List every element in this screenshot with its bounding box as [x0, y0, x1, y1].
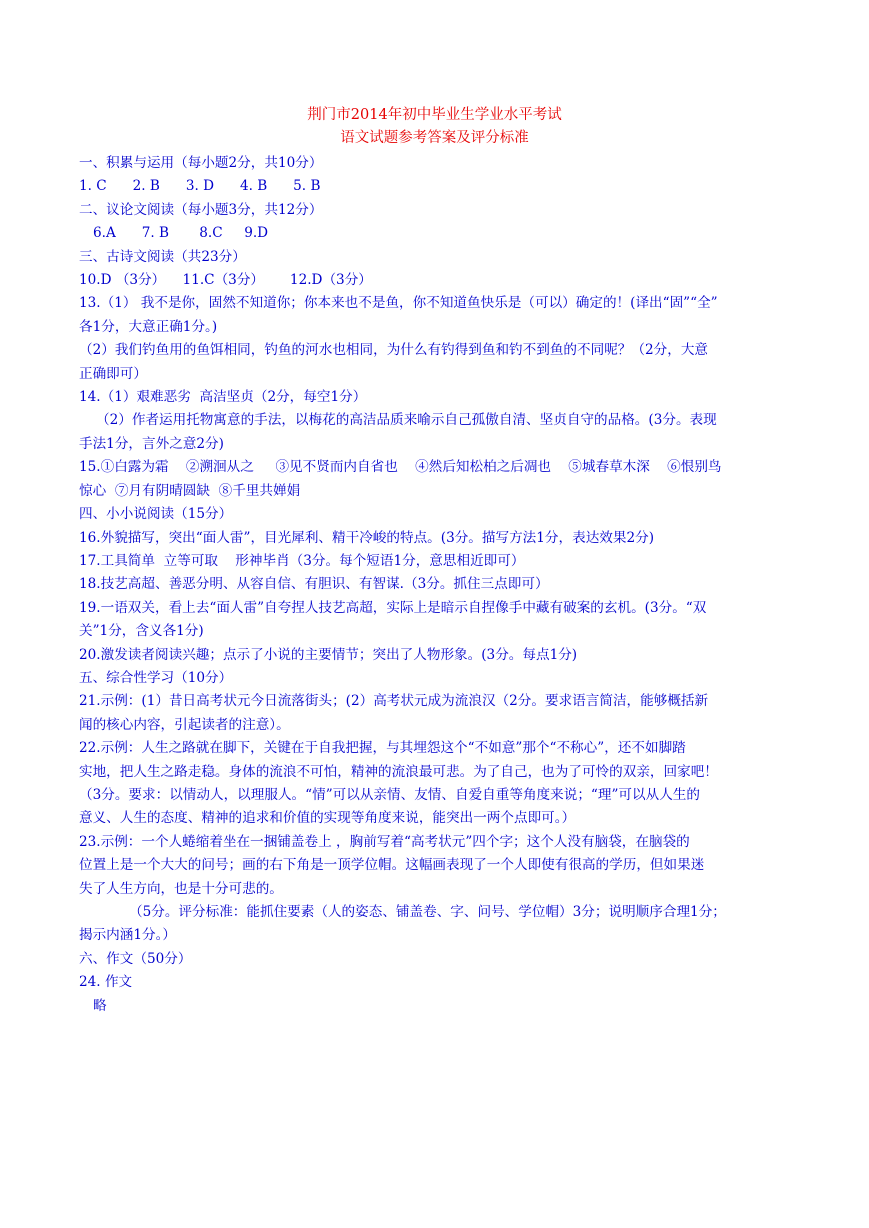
- answer-13-line-2: 各1分，大意正确1分。): [79, 318, 218, 335]
- answer-14-line-3: 手法1分，言外之意2分): [79, 435, 224, 452]
- section-heading-2: 二、议论文阅读（每小题3分，共12分）: [79, 201, 323, 218]
- section-heading-3: 三、古诗文阅读（共23分）: [79, 248, 246, 265]
- answer-23-line-3: 失了人生方向，也是十分可悲的。: [79, 880, 283, 897]
- answer-22-line-4: 意义、人生的态度、精神的追求和价值的实现等角度来说，能突出一两个点即可。）: [79, 810, 576, 827]
- answer-14-line-1: 14.（1）艰难恶劣 高洁坚贞（2分，每空1分）: [79, 389, 367, 406]
- answer-23-line-1: 23.示例：一个人蜷缩着坐在一捆铺盖卷上 ，胸前写着“高考状元”四个字；这个人没有脑袋，在脑袋的: [79, 833, 690, 850]
- answer-line-1-5: 1. C 2. B 3. D 4. B 5. B: [79, 178, 321, 195]
- answer-22-line-2: 实地，把人生之路走稳。身体的流浪不可怕，精神的流浪最可悲。为了自己，也为了可怜的双亲，回家吧！: [79, 763, 718, 780]
- answer-23-line-4: （5分。评分标准：能抓住要素（人的姿态、铺盖卷、字、问号、学位帽）3分；说明顺序合理1分；: [129, 904, 726, 920]
- document-subtitle: 语文试题参考答案及评分标准: [340, 130, 529, 146]
- section-heading-1: 一、积累与运用（每小题2分，共10分）: [79, 155, 323, 171]
- answer-21-line-1: 21.示例：(1）昔日高考状元今日流落街头；(2）高考状元成为流浪汉（2分。要求语言简洁，能够概括新: [79, 693, 709, 710]
- answer-19-line-2: 关”1分，含义各1分): [79, 623, 204, 640]
- document-title: 荆门市2014年初中毕业生学业水平考试: [307, 107, 562, 123]
- answer-21-line-2: 闻的核心内容，引起读者的注意）。: [79, 716, 290, 733]
- section-heading-4: 四、小小说阅读（15分）: [79, 506, 233, 523]
- answer-line-10-12: 10.D （3分） 11.C（3分） 12.D（3分）: [79, 272, 372, 289]
- document-header: [0, 104, 869, 150]
- answer-22-line-3: （3分。要求：以情动人，以理服人。“情”可以从亲情、友情、自爱自重等角度来说；“理”可以从人生的: [79, 786, 700, 803]
- answer-15-line-1: 15.①白露为霜 ②溯洄从之 ③见不贤而内自省也 ④然后知松柏之后凋也 ⑤城春草木深 ⑥恨别鸟: [79, 459, 722, 476]
- section-heading-5: 五、综合性学习（10分）: [79, 669, 233, 686]
- answer-16: 16.外貌描写，突出“面人雷”，目光犀利、精干冷峻的特点。(3分。描写方法1分，表达效果2分): [79, 529, 655, 546]
- answer-13-line-1: 13.（1） 我不是你，固然不知道你；你本来也不是鱼，你不知道鱼快乐是（可以）确定的！(译出“固”“全”: [79, 295, 718, 312]
- answer-17: 17.工具简单 立等可取 形神毕肖（3分。每个短语1分，意思相近即可）: [79, 552, 525, 569]
- answer-24-content: 略: [93, 997, 107, 1014]
- answer-22-line-1: 22.示例：人生之路就在脚下，关键在于自我把握，与其埋怨这个“不如意”那个“不称心”，还不如脚踏: [79, 740, 686, 757]
- answer-line-6-9: 6.A 7. B 8.C 9.D: [93, 225, 269, 242]
- answer-23-line-5: 揭示内涵1分。）: [79, 927, 177, 944]
- answer-14-line-2: （2）作者运用托物寓意的手法，以梅花的高洁品质来喻示自己孤傲自清、坚贞自守的品格。(3分。表现: [96, 412, 717, 429]
- answer-key-body: [79, 152, 791, 1018]
- section-heading-6: 六、作文（50分）: [79, 950, 192, 967]
- answer-15-line-2: 惊心 ⑦月有阴晴圆缺 ⑧千里共婵娟: [79, 482, 301, 499]
- answer-18: 18.技艺高超、善恶分明、从容自信、有胆识、有智谋.（3分。抓住三点即可）: [79, 576, 549, 593]
- answer-13-line-4: 正确即可）: [79, 365, 147, 382]
- answer-20: 20.激发读者阅读兴趣；点示了小说的主要情节；突出了人物形象。(3分。每点1分): [79, 646, 578, 663]
- answer-23-line-2: 位置上是一个大大的问号；画的右下角是一顶学位帽。这幅画表现了一个人即使有很高的学历，但如果迷: [79, 857, 705, 874]
- answer-24: 24. 作文: [79, 974, 133, 991]
- answer-19-line-1: 19.一语双关，看上去“面人雷”自夸捏人技艺高超，实际上是暗示自捏像手中藏有破案的玄机。(3分。“双: [79, 599, 707, 616]
- answer-13-line-3: （2）我们钓鱼用的鱼饵相同，钓鱼的河水也相同，为什么有钓得到鱼和钓不到鱼的不同呢？（2分，大意: [79, 342, 709, 359]
